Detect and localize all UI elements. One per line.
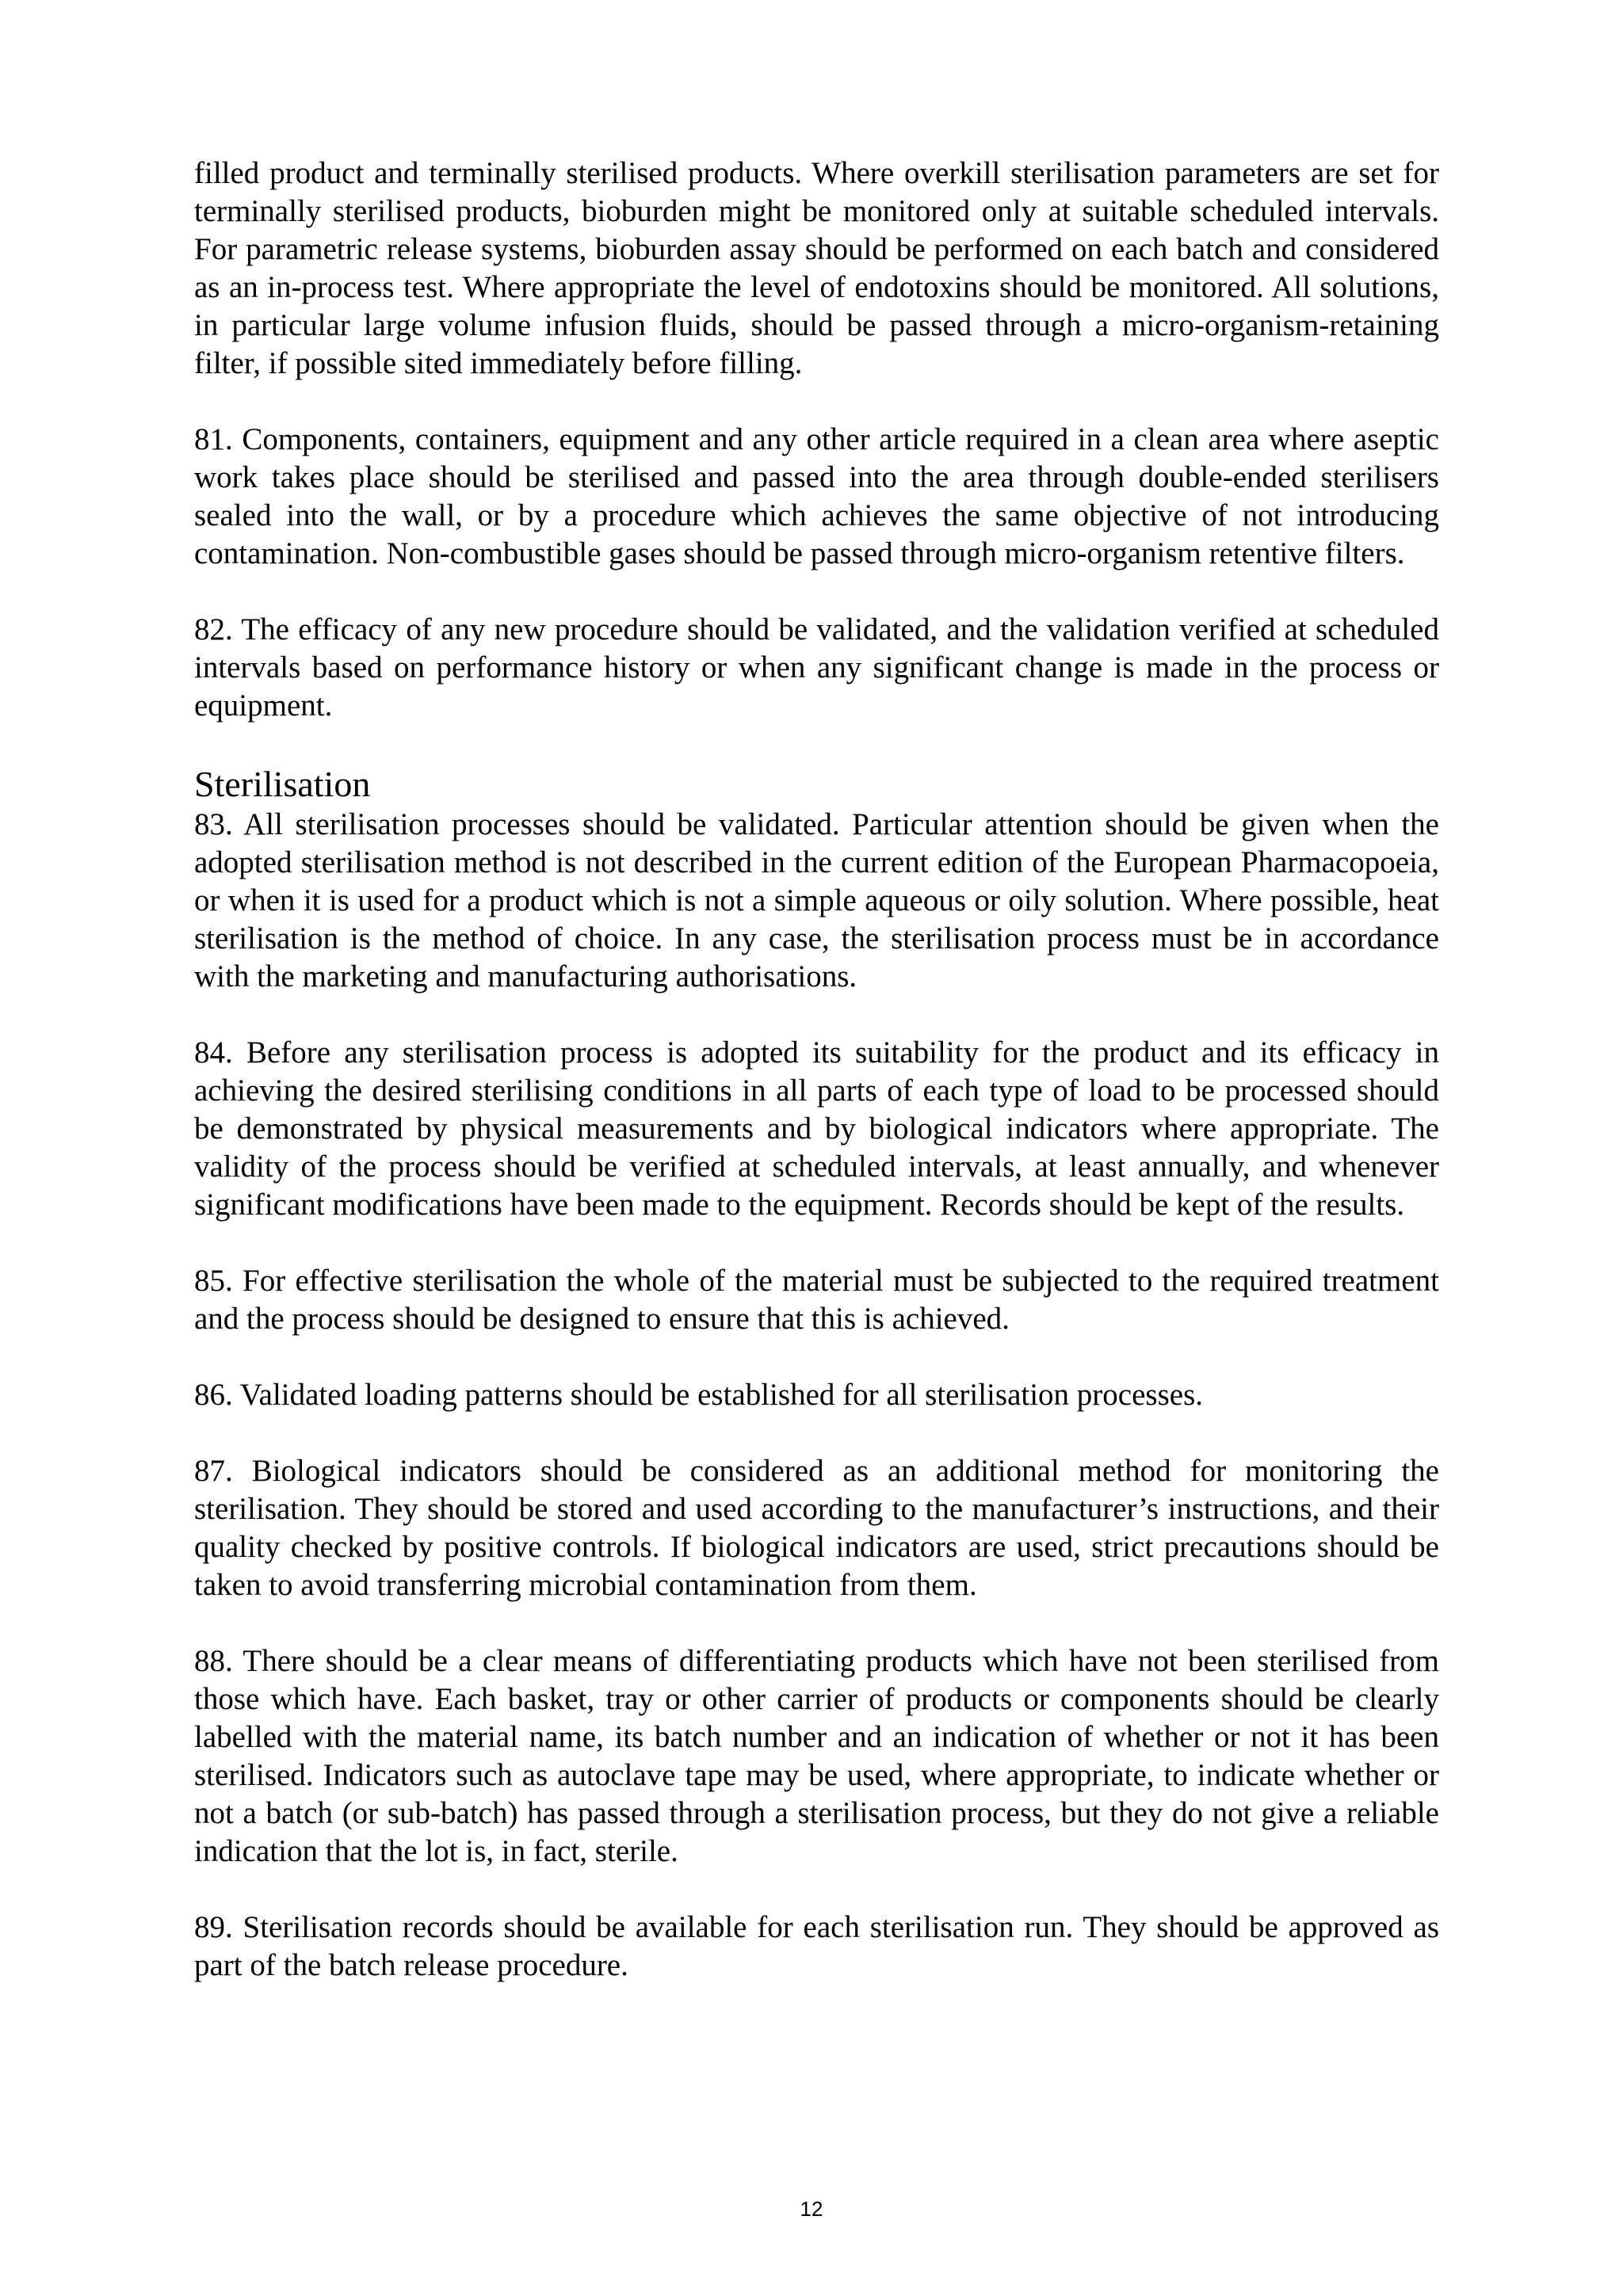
paragraph-85: 85. For effective sterilisation the whole of the material must be subjected to the required treatment and the process should be designed to ensure that this is achieved.	[194, 1264, 1439, 1336]
paragraph-89: 89. Sterilisation records should be available for each sterilisation run. They should be approved as part of the batch release procedure.	[194, 1910, 1439, 1982]
paragraph-spacer	[194, 383, 1439, 421]
paragraph-83: 83. All sterilisation processes should be validated. Particular attention should be given when the adopted sterilisation method is not described in the current edition of the European Pharmacopoeia, or when it is used for a product which is not a simple aqueous or oily solution. Where possible, heat sterilisation is the method of choice. In any case, the sterilisation process must be in accordance with the marketing and manufacturing authorisations.	[194, 807, 1439, 994]
paragraph-81: 81. Components, containers, equipment and any other article required in a clean area where aseptic work takes place should be sterilised and passed into the area through double-ended sterilisers sealed into the wall, or by a procedure which achieves the same objective of not introducing contamination. Non-combustible gases should be passed through micro-organism retentive filters.	[194, 422, 1439, 570]
paragraph-84: 84. Before any sterilisation process is adopted its suitability for the product and its efficacy in achieving the desired sterilising conditions in all parts of each type of load to be processed should be demonstrated by physical measurements and by biological indicators where appropriate. The validity of the process should be verified at scheduled intervals, at least annually, and whenever significant modifications have been made to the equipment. Records should be kept of the results.	[194, 1035, 1439, 1222]
document-body	[194, 154, 1439, 1985]
paragraph-spacer	[194, 1414, 1439, 1452]
paragraph-88: 88. There should be a clear means of differentiating products which have not been sterilised from those which have. Each basket, tray or other carrier of products or components should be clearly labelled with the material name, its batch number and an indication of whether or not it has been sterilised. Indicators such as autoclave tape may be used, where appropriate, to indicate whether or not a batch (or sub-batch) has passed through a sterilisation process, but they do not give a reliable indication that the lot is, in fact, sterile.	[194, 1644, 1439, 1868]
paragraph-spacer	[194, 1338, 1439, 1376]
page-number: 12	[800, 2197, 823, 2221]
paragraph-82: 82. The efficacy of any new procedure should be validated, and the validation verified at scheduled intervals based on performance history or when any significant change is made in the process or equipment.	[194, 612, 1439, 723]
paragraph-spacer	[194, 996, 1439, 1034]
paragraph-filled-product: filled product and terminally sterilised products. Where overkill sterilisation parameters are set for terminally sterilised products, bioburden might be monitored only at suitable scheduled intervals. For parametric release systems, bioburden assay should be performed on each batch and considered as an in-process test. Where appropriate the level of endotoxins should be monitored. All solutions, in particular large volume infusion fluids, should be passed through a micro-organism-retaining filter, if possible sited immediately before filling.	[194, 156, 1439, 380]
paragraph-spacer	[194, 725, 1439, 763]
section-heading-sterilisation: Sterilisation	[194, 764, 371, 804]
paragraph-spacer	[194, 573, 1439, 611]
paragraph-86: 86. Validated loading patterns should be established for all sterilisation processes.	[194, 1378, 1204, 1412]
paragraph-spacer	[194, 1871, 1439, 1909]
paragraph-spacer	[194, 1604, 1439, 1642]
paragraph-spacer	[194, 1224, 1439, 1262]
paragraph-87: 87. Biological indicators should be considered as an additional method for monitoring the sterilisation. They should be stored and used according to the manufacturer’s instructions, and their quality checked by positive controls. If biological indicators are used, strict precautions should be taken to avoid transferring microbial contamination from them.	[194, 1454, 1439, 1602]
